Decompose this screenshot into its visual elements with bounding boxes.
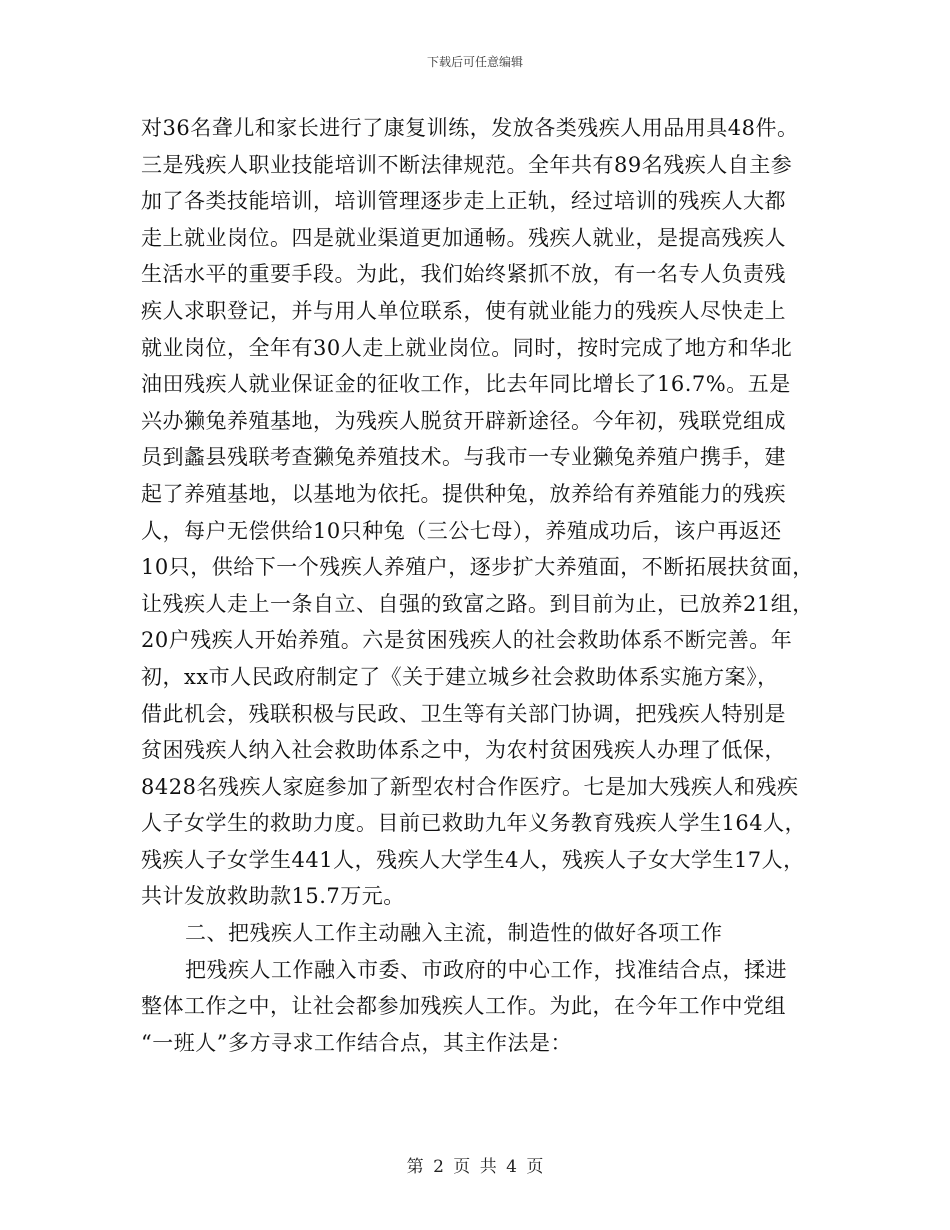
body-line: 加了各类技能培训，培训管理逐步走上正轨，经过培训的残疾人大都 (141, 189, 786, 214)
body-line: 三是残疾人职业技能培训不断法律规范。全年共有89名残疾人自主参 (141, 152, 793, 177)
body-line: 就业岗位，全年有30人走上就业岗位。同时，按时完成了地方和华北 (141, 335, 793, 360)
body-line: 人子女学生的救助力度。目前已救助九年义务教育残疾人学生164人， (141, 811, 807, 836)
page-header-note: 下载后可任意编辑 (426, 55, 523, 69)
body-line: 起了养殖基地，以基地为依托。提供种兔，放养给有养殖能力的残疾 (141, 481, 786, 506)
body-line: 对36名聋儿和家长进行了康复训练，发放各类残疾人用品用具48件。 (141, 116, 799, 140)
page-number: 第 2 页 共 4 页 (406, 1157, 544, 1177)
body-line: 10只，供给下一个残疾人养殖户，逐步扩大养殖面，不断拓展扶贫面， (141, 555, 814, 580)
body-line: 让残疾人走上一条自立、自强的致富之路。到目前为止，已放养21组， (141, 591, 814, 616)
paragraph-line: 整体工作之中，让社会都参加残疾人工作。为此，在今年工作中党组 (141, 994, 786, 1019)
body-line: 人，每户无偿供给10只种兔（三公七母），养殖成功后，该户再返还 (141, 518, 782, 543)
body-line: 借此机会，残联积极与民政、卫生等有关部门协调，把残疾人特别是 (141, 701, 786, 726)
body-line: 8428名残疾人家庭参加了新型农村合作医疗。七是加大残疾人和残疾 (141, 774, 799, 799)
body-line: 油田残疾人就业保证金的征收工作，比去年同比增长了16.7%。五是 (141, 372, 791, 397)
paragraph-line: 把残疾人工作融入市委、市政府的中心工作，找准结合点，揉进 (185, 957, 787, 982)
body-line: 残疾人子女学生441人，残疾人大学生4人，残疾人子女大学生17人， (141, 847, 805, 872)
document-body (141, 110, 821, 1061)
body-line: 生活水平的重要手段。为此，我们始终紧抓不放，有一名专人负责残 (141, 262, 786, 287)
body-line: 员到蠡县残联考查獭兔养殖技术。与我市一专业獭兔养殖户携手，建 (141, 445, 786, 470)
body-line: 走上就业岗位。四是就业渠道更加通畅。残疾人就业，是提高残疾人 (141, 225, 786, 250)
body-line: 初，xx市人民政府制定了《关于建立城乡社会救助体系实施方案》， (141, 664, 779, 689)
body-line: 贫困残疾人纳入社会救助体系之中，为农村贫困残疾人办理了低保， (141, 738, 786, 763)
body-line: 兴办獭兔养殖基地，为残疾人脱贫开辟新途径。今年初，残联党组成 (141, 408, 786, 433)
paragraph-line: “一班人”多方寻求工作结合点，其主作法是： (141, 1030, 572, 1055)
section-heading: 二、把残疾人工作主动融入主流，制造性的做好各项工作 (185, 921, 723, 946)
body-line: 20户残疾人开始养殖。六是贫困残疾人的社会救助体系不断完善。年 (141, 628, 793, 653)
body-line: 共计发放救助款15.7万元。 (141, 884, 405, 909)
body-line: 疾人求职登记，并与用人单位联系，使有就业能力的残疾人尽快走上 (141, 298, 786, 323)
